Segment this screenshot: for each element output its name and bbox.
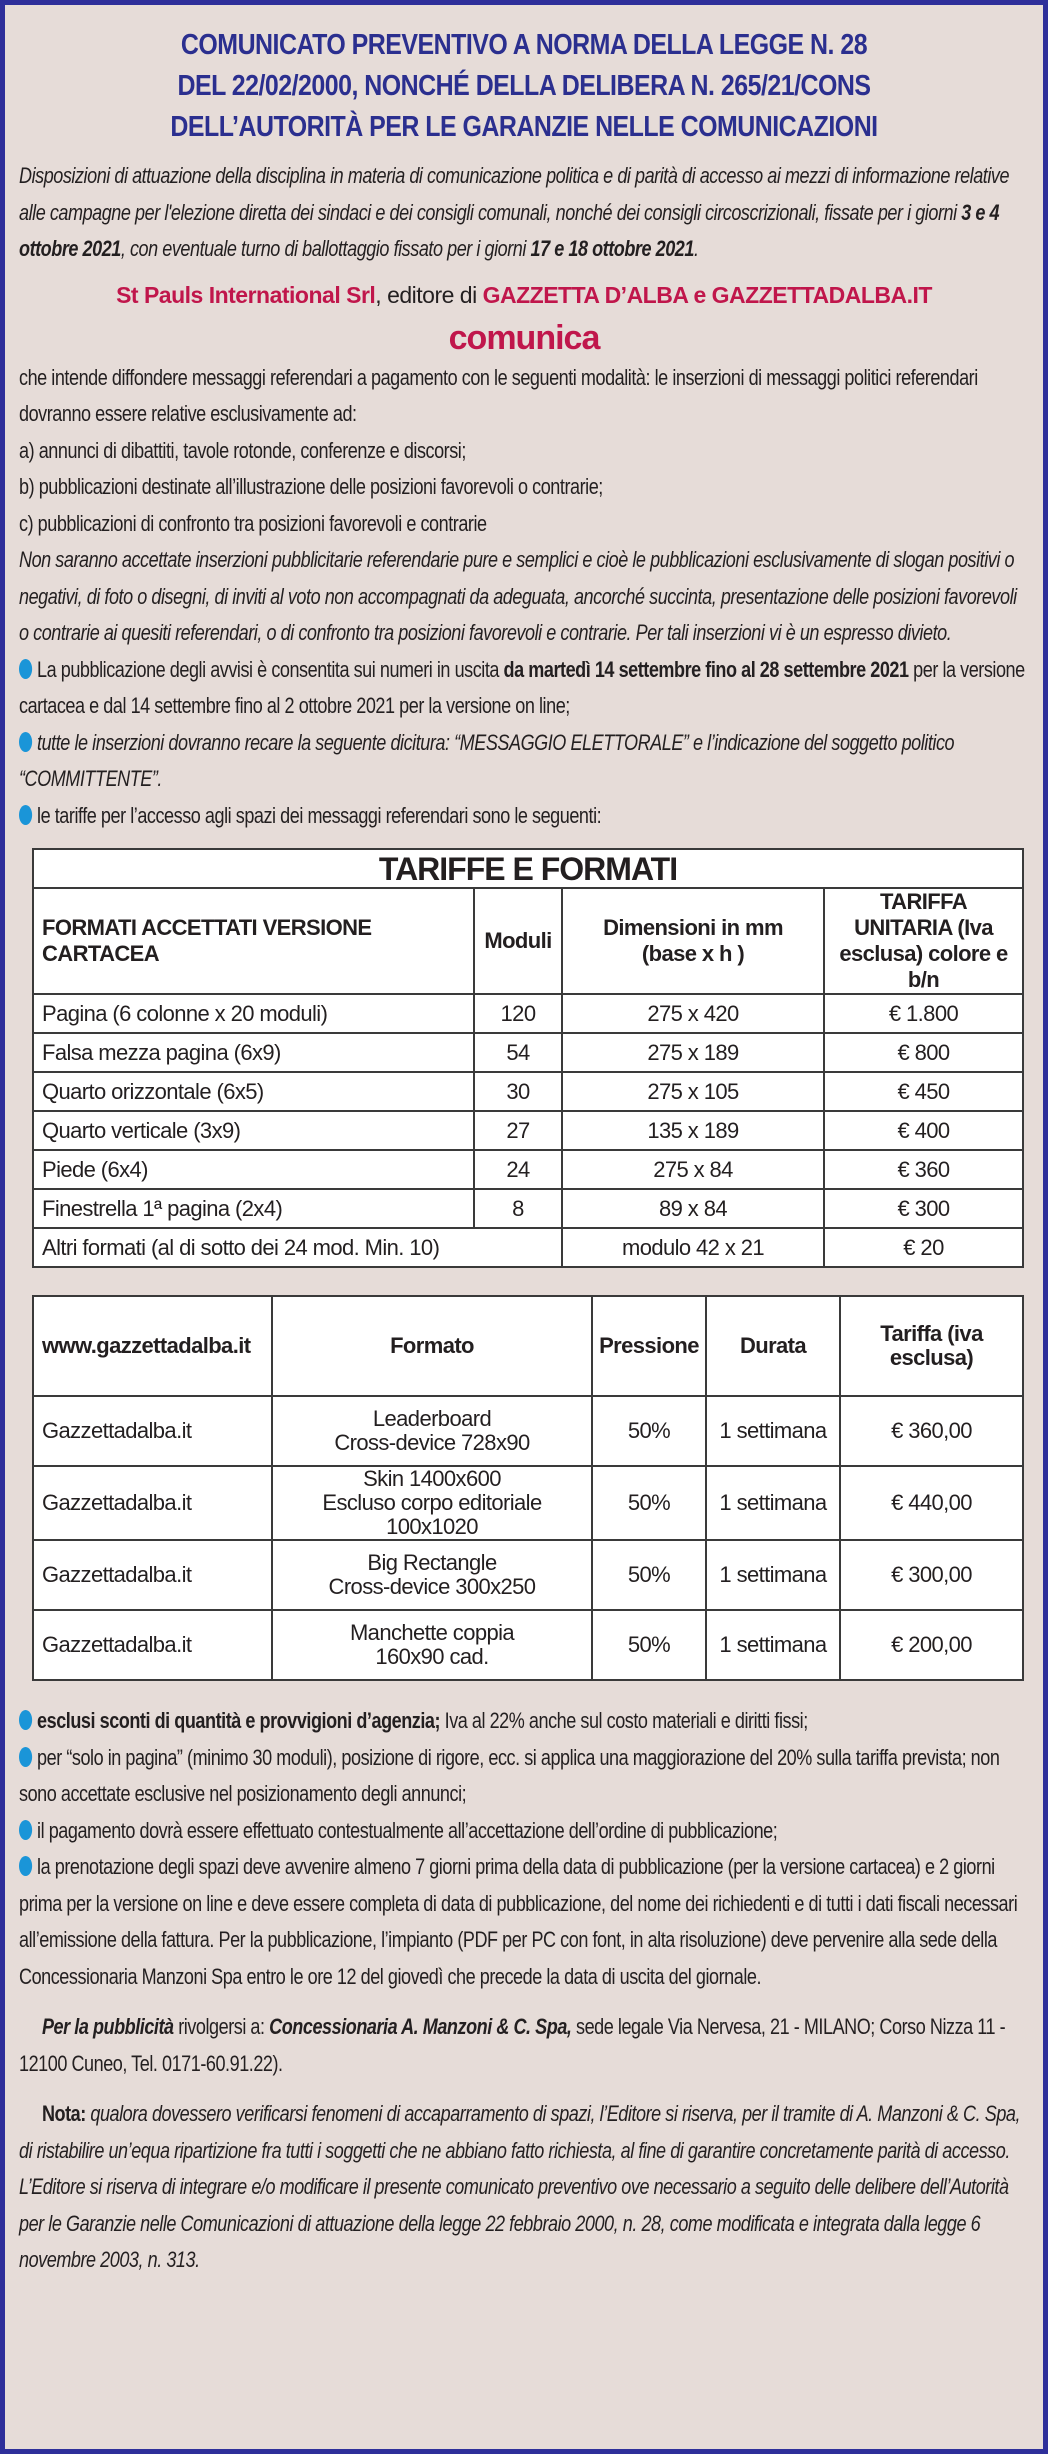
table-row bbox=[33, 1610, 1023, 1680]
dimensions-cell: 275 x 420 bbox=[562, 994, 824, 1033]
column-header: FORMATI ACCETTATI VERSIONE CARTACEA bbox=[33, 888, 474, 994]
modules-cell: 54 bbox=[474, 1033, 562, 1072]
table-row bbox=[33, 1150, 1023, 1189]
column-header: Formato bbox=[272, 1296, 592, 1396]
column-header: Durata bbox=[706, 1296, 840, 1396]
price-cell: € 360,00 bbox=[840, 1396, 1023, 1466]
format-cell: Quarto orizzontale (6x5) bbox=[33, 1072, 474, 1111]
bullet-wording bbox=[19, 725, 1029, 798]
site-cell: Gazzettadalba.it bbox=[33, 1540, 272, 1610]
condition-text: Iva al 22% anche sul costo materiali e diritti fissi; bbox=[440, 1708, 808, 1733]
price-cell: € 200,00 bbox=[840, 1610, 1023, 1680]
contact-lead: Per la pubblicità bbox=[41, 2014, 174, 2039]
condition-text: la prenotazione degli spazi deve avvenire almeno 7 giorni prima della data di pubblicazione (per la versione cartacea) e 2 giorni prima per la versione on line e deve essere completa di data di pubblicazione, del nome dei richiedenti e di tutti i dati fiscali necessari all’emissione della fattura. Per la pubblicazione, l’impianto (PDF per PC con font, in alta risoluzione) deve pervenire alla sede della Concessionaria Manzoni Spa entro le ore 12 del giovedì che precede la data di uscita del giornale. bbox=[19, 1854, 1018, 1989]
modules-cell: 120 bbox=[474, 994, 562, 1033]
column-header: Moduli bbox=[474, 888, 562, 994]
format-cell bbox=[272, 1540, 592, 1610]
dimensions-cell: 275 x 105 bbox=[562, 1072, 824, 1111]
price-cell: € 300 bbox=[824, 1189, 1023, 1228]
format-size: 160x90 cad. bbox=[375, 1644, 489, 1669]
column-header: www.gazzettadalba.it bbox=[33, 1296, 272, 1396]
condition-surcharge bbox=[19, 1740, 1029, 1813]
pressure-cell: 50% bbox=[592, 1466, 706, 1540]
bullet-rates-intro bbox=[19, 798, 1029, 835]
modules-cell: 8 bbox=[474, 1189, 562, 1228]
bullet-text: le tariffe per l’accesso agli spazi dei messaggi referendari sono le seguenti: bbox=[37, 802, 602, 828]
format-name: Skin 1400x600 bbox=[363, 1466, 501, 1491]
table-row bbox=[33, 1466, 1023, 1540]
dimensions-cell: 135 x 189 bbox=[562, 1111, 824, 1150]
title-line: DEL 22/02/2000, NONCHÉ DELLA DELIBERA N. 265/21/CONS bbox=[177, 70, 871, 102]
contact-text: rivolgersi a: bbox=[173, 2014, 270, 2039]
body-intro: che intende diffondere messaggi referendari a pagamento con le seguenti modalità: le inserzioni di messaggi politici referendari dovranno essere relative esclusivamente ad: bbox=[19, 364, 978, 426]
modules-cell: 24 bbox=[474, 1150, 562, 1189]
bullet-icon bbox=[19, 805, 32, 825]
format-size: Cross-device 300x250 bbox=[328, 1574, 536, 1599]
list-item: a) annunci di dibattiti, tavole rotonde, conferenze e discorsi; bbox=[19, 437, 466, 463]
dimensions-cell: 275 x 84 bbox=[562, 1150, 824, 1189]
title-line: COMUNICATO PREVENTIVO A NORMA DELLA LEGGE N. 28 bbox=[180, 29, 868, 61]
format-cell: Pagina (6 colonne x 20 moduli) bbox=[33, 994, 474, 1033]
dimensions-cell: modulo 42 x 21 bbox=[562, 1228, 824, 1267]
table-header-row bbox=[33, 888, 1023, 994]
duration-cell: 1 settimana bbox=[706, 1610, 840, 1680]
bullet-text: La pubblicazione degli avvisi è consentita sui numeri in uscita bbox=[37, 656, 504, 682]
advertising-contact bbox=[19, 2009, 1029, 2082]
table-row bbox=[33, 1111, 1023, 1150]
format-cell: Falsa mezza pagina (6x9) bbox=[33, 1033, 474, 1072]
condition-discounts bbox=[19, 1703, 1029, 1740]
column-header: Pressione bbox=[592, 1296, 706, 1396]
comunica-heading: comunica bbox=[448, 318, 600, 357]
table-title: TARIFFE E FORMATI bbox=[33, 849, 1023, 888]
format-cell bbox=[272, 1610, 592, 1680]
table-row bbox=[33, 1072, 1023, 1111]
publisher-company: St Pauls International Srl bbox=[116, 281, 376, 308]
runoff-date: 17 e 18 ottobre 2021 bbox=[530, 236, 694, 261]
format-size: Cross-device 728x90 bbox=[334, 1430, 530, 1455]
notice-title bbox=[30, 25, 1019, 148]
condition-bold: esclusi sconti di quantità e provvigioni d’agenzia; bbox=[37, 1708, 441, 1733]
list-item: b) pubblicazioni destinate all’illustrazione delle posizioni favorevoli o contrarie; bbox=[19, 474, 603, 499]
modules-cell: 30 bbox=[474, 1072, 562, 1111]
condition-booking bbox=[19, 1849, 1029, 1995]
format-cell: Piede (6x4) bbox=[33, 1150, 474, 1189]
bullet-icon bbox=[19, 1820, 32, 1840]
election-date: 3 e 4 ottobre 2021 bbox=[19, 199, 1000, 261]
dimensions-cell: 275 x 189 bbox=[562, 1033, 824, 1072]
format-name: Leaderboard bbox=[372, 1406, 492, 1431]
intro-text: . bbox=[693, 236, 699, 261]
publisher-middle: , editore di bbox=[375, 281, 483, 308]
column-header: Tariffa (iva esclusa) bbox=[840, 1296, 1023, 1396]
format-cell: Altri formati (al di sotto dei 24 mod. Min. 10) bbox=[33, 1228, 562, 1267]
price-cell: € 400 bbox=[824, 1111, 1023, 1150]
bullet-publication-dates bbox=[19, 652, 1029, 725]
note-text: qualora dovessero verificarsi fenomeni di accaparramento di spazi, l’Editore si riserva, per il tramite di A. Manzoni & C. Spa, di ristabilire un’equa ripartizione fra tutti i soggetti che ne abbiano fatto richiesta, al fine di garantire concretamente parità di accesso. L’Editore si riserva di integrare e/o modificare il presente comunicato preventivo ove necessario a seguito delle delibere dell’Autorità per le Garanzie nelle Comunicazioni di attuazione della legge 22 febbraio 2000, n. 28, come modificata e integrata dalla legge 6 novembre 2003, n. 313. bbox=[19, 2101, 1021, 2272]
condition-text: il pagamento dovrà essere effettuato contestualmente all’accettazione dell’ordine di pubblicazione; bbox=[37, 1817, 778, 1843]
price-cell: € 800 bbox=[824, 1033, 1023, 1072]
site-cell: Gazzettadalba.it bbox=[33, 1396, 272, 1466]
format-cell bbox=[272, 1466, 592, 1540]
bullet-icon bbox=[19, 1710, 32, 1730]
web-rates-table bbox=[32, 1295, 1024, 1681]
table-row bbox=[33, 1189, 1023, 1228]
agency-name: Concessionaria A. Manzoni & C. Spa, bbox=[269, 2014, 572, 2039]
bullet-icon bbox=[19, 1747, 32, 1767]
table-header-row bbox=[33, 1296, 1023, 1396]
price-cell: € 20 bbox=[824, 1228, 1023, 1267]
publisher-papers: GAZZETTA D’ALBA e GAZZETTADALBA.IT bbox=[482, 281, 932, 308]
note-paragraph bbox=[19, 2096, 1029, 2279]
pressure-cell: 50% bbox=[592, 1610, 706, 1680]
format-name: Big Rectangle bbox=[367, 1550, 497, 1575]
dimensions-cell: 89 x 84 bbox=[562, 1189, 824, 1228]
table-row bbox=[33, 1033, 1023, 1072]
pressure-cell: 50% bbox=[592, 1540, 706, 1610]
prohibition-paragraph: Non saranno accettate inserzioni pubblicitarie referendarie pure e semplici e cioè le pubblicazioni esclusivamente di slogan positivi o negativi, di foto o disegni, di inviti al voto non accompagnati da adeguata, ancorché succinta, presentazione delle posizioni favorevoli o contrarie ai quesiti referendari, o di confronto tra posizioni favorevoli e contrarie. Per tali inserzioni vi è un espresso divieto. bbox=[19, 547, 1017, 645]
title-line: DELL’AUTORITÀ PER LE GARANZIE NELLE COMUNICAZIONI bbox=[170, 111, 878, 143]
duration-cell: 1 settimana bbox=[706, 1466, 840, 1540]
format-cell bbox=[272, 1396, 592, 1466]
duration-cell: 1 settimana bbox=[706, 1540, 840, 1610]
note-label: Nota: bbox=[41, 2101, 86, 2126]
price-cell: € 1.800 bbox=[824, 994, 1023, 1033]
table-row bbox=[33, 994, 1023, 1033]
intro-text: , con eventuale turno di ballottaggio fissato per i giorni bbox=[120, 236, 531, 261]
table-row bbox=[33, 1396, 1023, 1466]
format-name: Manchette coppia bbox=[349, 1620, 515, 1645]
table-row bbox=[33, 1228, 1023, 1267]
price-cell: € 450 bbox=[824, 1072, 1023, 1111]
agency-address: sede legale Via Nervesa, 21 - MILANO; Corso Nizza 11 - 12100 Cuneo, Tel. 0171-60.91.22). bbox=[19, 2014, 1006, 2076]
site-cell: Gazzettadalba.it bbox=[33, 1466, 272, 1540]
print-rates-table bbox=[32, 848, 1024, 1268]
modules-cell: 27 bbox=[474, 1111, 562, 1150]
column-header: Dimensioni in mm (base x h ) bbox=[562, 888, 824, 994]
format-size: Escluso corpo editoriale 100x1020 bbox=[322, 1490, 542, 1539]
intro-paragraph bbox=[19, 158, 1029, 268]
bullet-icon bbox=[19, 1856, 32, 1876]
format-cell: Quarto verticale (3x9) bbox=[33, 1111, 474, 1150]
publisher-line bbox=[19, 278, 1029, 312]
table-row bbox=[33, 1540, 1023, 1610]
intro-text: Disposizioni di attuazione della disciplina in materia di comunicazione politica e di parità di accesso ai mezzi di informazione relative alle campagne per l'elezione diretta dei sindaci e dei consigli comunali, nonché dei consigli circoscrizionali, fissate per i giorni bbox=[19, 163, 1010, 225]
format-cell: Finestrella 1ª pagina (2x4) bbox=[33, 1189, 474, 1228]
price-cell: € 440,00 bbox=[840, 1466, 1023, 1540]
bullet-icon bbox=[19, 732, 32, 752]
price-cell: € 360 bbox=[824, 1150, 1023, 1189]
publication-period: da martedì 14 settembre fino al 28 settembre 2021 bbox=[503, 656, 909, 682]
site-cell: Gazzettadalba.it bbox=[33, 1610, 272, 1680]
bullet-text: per la versione cartacea e dal 14 settembre fino al 2 ottobre 2021 per la versione on line; bbox=[19, 656, 1025, 718]
condition-text: per “solo in pagina” (minimo 30 moduli), posizione di rigore, ecc. si applica una maggiorazione del 20% sulla tariffa prevista; non sono accettate esclusive nel posizionamento degli annunci; bbox=[19, 1744, 1000, 1806]
price-cell: € 300,00 bbox=[840, 1540, 1023, 1610]
column-header: TARIFFA UNITARIA (Iva esclusa) colore e b/n bbox=[824, 888, 1023, 994]
pressure-cell: 50% bbox=[592, 1396, 706, 1466]
list-item: c) pubblicazioni di confronto tra posizioni favorevoli e contrarie bbox=[19, 510, 487, 536]
bullet-text: tutte le inserzioni dovranno recare la seguente dicitura: “MESSAGGIO ELETTORALE” e l’indicazione del soggetto politico “COMMITTENTE”. bbox=[19, 729, 955, 791]
condition-payment bbox=[19, 1813, 1029, 1850]
duration-cell: 1 settimana bbox=[706, 1396, 840, 1466]
bullet-icon bbox=[19, 659, 32, 679]
